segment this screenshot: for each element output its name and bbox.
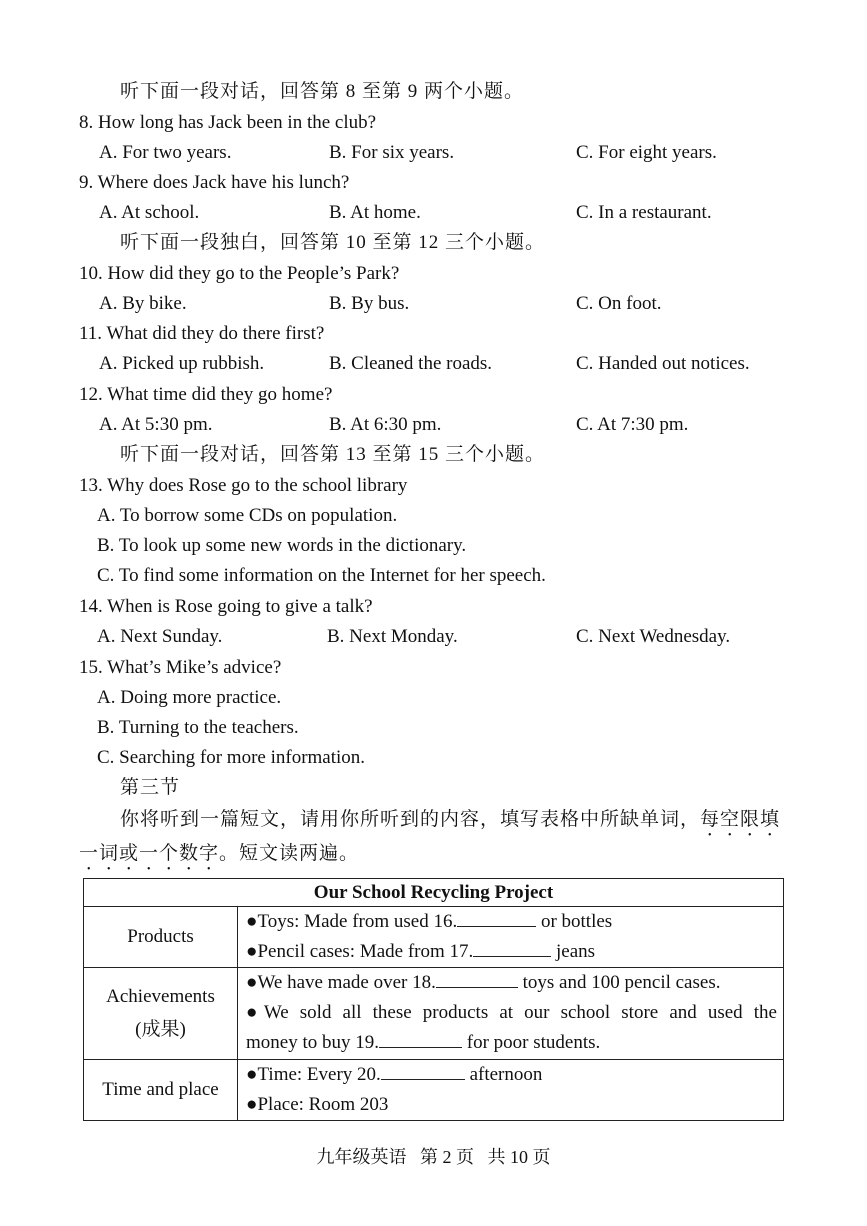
- table-title: Our School Recycling Project: [84, 879, 784, 907]
- table-row-products: [84, 907, 784, 968]
- question-12-stem: 12. What time did they go home?: [79, 384, 333, 405]
- time-line: [246, 1060, 777, 1090]
- question-11-option-c: C. Handed out notices.: [576, 353, 750, 374]
- products-toys-line: [246, 907, 777, 937]
- question-14-option-c: C. Next Wednesday.: [576, 626, 731, 647]
- question-11-option-a: A. Picked up rubbish.: [99, 353, 265, 374]
- question-14-option-b: B. Next Monday.: [327, 626, 458, 647]
- question-14-option-a: A. Next Sunday.: [97, 626, 223, 647]
- achievements-money-line: [246, 1028, 777, 1058]
- question-9-option-a: A. At school.: [99, 202, 200, 223]
- section-3-instruction-emphasis-2: 一词或一个数字: [79, 843, 220, 864]
- products-toys-tail: or bottles: [536, 911, 613, 932]
- question-14-stem: 14. When is Rose going to give a talk?: [79, 596, 373, 617]
- question-8-stem: 8. How long has Jack been in the club?: [79, 112, 377, 133]
- achievements-label-en: Achievements: [106, 986, 215, 1007]
- row-label-achievements: [84, 968, 238, 1060]
- row-label-products: Products: [84, 907, 238, 968]
- achievements-sold-line: ●We sold all these products at our school store and used the: [246, 1002, 777, 1023]
- question-11-option-b: B. Cleaned the roads.: [329, 353, 493, 374]
- blank-17[interactable]: [473, 938, 551, 957]
- instruction-q10-12: 听下面一段独白，回答第 10 至第 12 三个小题。: [120, 232, 546, 253]
- table-title-row: [84, 879, 784, 907]
- question-8-option-a: A. For two years.: [99, 142, 232, 163]
- question-10-option-c: C. On foot.: [576, 293, 662, 314]
- row-content-time-place: [238, 1060, 784, 1121]
- section-3-instruction-emphasis-1: 每空限填: [700, 809, 781, 830]
- instruction-q8-9: 听下面一段对话，回答第 8 至第 9 两个小题。: [120, 81, 525, 102]
- achievements-money-text: money to buy 19.: [246, 1032, 379, 1053]
- question-13-stem: 13. Why does Rose go to the school library: [79, 475, 408, 496]
- recycling-project-table: [83, 878, 784, 1121]
- question-10-option-a: A. By bike.: [99, 293, 187, 314]
- section-3-instruction-line-1: [120, 808, 780, 841]
- section-3-instruction-tail: 。短文读两遍。: [219, 843, 360, 864]
- time-tail: afternoon: [464, 1064, 543, 1085]
- row-content-achievements: [238, 968, 784, 1060]
- achievements-made-tail: toys and 100 pencil cases.: [517, 972, 721, 993]
- row-label-time-place: Time and place: [84, 1060, 238, 1121]
- products-pencil-cases-line: [246, 937, 777, 967]
- question-9-option-c: C. In a restaurant.: [576, 202, 712, 223]
- blank-19[interactable]: [379, 1029, 462, 1048]
- blank-16[interactable]: [457, 908, 536, 927]
- achievements-money-tail: for poor students.: [462, 1032, 601, 1053]
- achievements-label-cn: (成果): [135, 1019, 186, 1040]
- question-10-option-b: B. By bus.: [329, 293, 410, 314]
- achievements-made-text: ●We have made over 18.: [246, 972, 436, 993]
- question-10-stem: 10. How did they go to the People’s Park?: [79, 263, 400, 284]
- question-13-option-b: B. To look up some new words in the dictionary.: [97, 535, 467, 556]
- section-3-heading: 第三节: [120, 777, 181, 798]
- instruction-q13-15: 听下面一段对话，回答第 13 至第 15 三个小题。: [120, 444, 546, 465]
- question-15-option-a: A. Doing more practice.: [97, 687, 282, 708]
- question-13-option-c: C. To find some information on the Internet for her speech.: [97, 565, 546, 586]
- blank-18[interactable]: [436, 969, 518, 988]
- products-toys-text: ●Toys: Made from used 16.: [246, 911, 458, 932]
- time-text: ●Time: Every 20.: [246, 1064, 381, 1085]
- question-8-option-b: B. For six years.: [329, 142, 455, 163]
- blank-20[interactable]: [381, 1061, 465, 1080]
- table-row-time-place: [84, 1060, 784, 1121]
- question-12-option-c: C. At 7:30 pm.: [576, 414, 689, 435]
- row-content-products: [238, 907, 784, 968]
- page-footer: 九年级英语 第 2 页 共 10 页: [316, 1147, 551, 1167]
- place-line: ●Place: Room 203: [246, 1094, 389, 1115]
- products-pencil-cases-tail: jeans: [551, 941, 596, 962]
- question-12-option-a: A. At 5:30 pm.: [99, 414, 213, 435]
- question-12-option-b: B. At 6:30 pm.: [329, 414, 442, 435]
- section-3-instruction-line-2: [79, 842, 359, 875]
- section-3-instruction-text: 你将听到一篇短文，请用你所听到的内容，填写表格中所缺单词，: [120, 809, 701, 830]
- question-15-option-c: C. Searching for more information.: [97, 747, 366, 768]
- achievements-made-line: [246, 968, 777, 998]
- question-8-option-c: C. For eight years.: [576, 142, 717, 163]
- question-15-option-b: B. Turning to the teachers.: [97, 717, 299, 738]
- question-9-option-b: B. At home.: [329, 202, 421, 223]
- question-9-stem: 9. Where does Jack have his lunch?: [79, 172, 350, 193]
- table-row-achievements: [84, 968, 784, 1060]
- question-13-option-a: A. To borrow some CDs on population.: [97, 505, 398, 526]
- question-15-stem: 15. What’s Mike’s advice?: [79, 657, 282, 678]
- products-pencil-cases-text: ●Pencil cases: Made from 17.: [246, 941, 474, 962]
- question-11-stem: 11. What did they do there first?: [79, 323, 325, 344]
